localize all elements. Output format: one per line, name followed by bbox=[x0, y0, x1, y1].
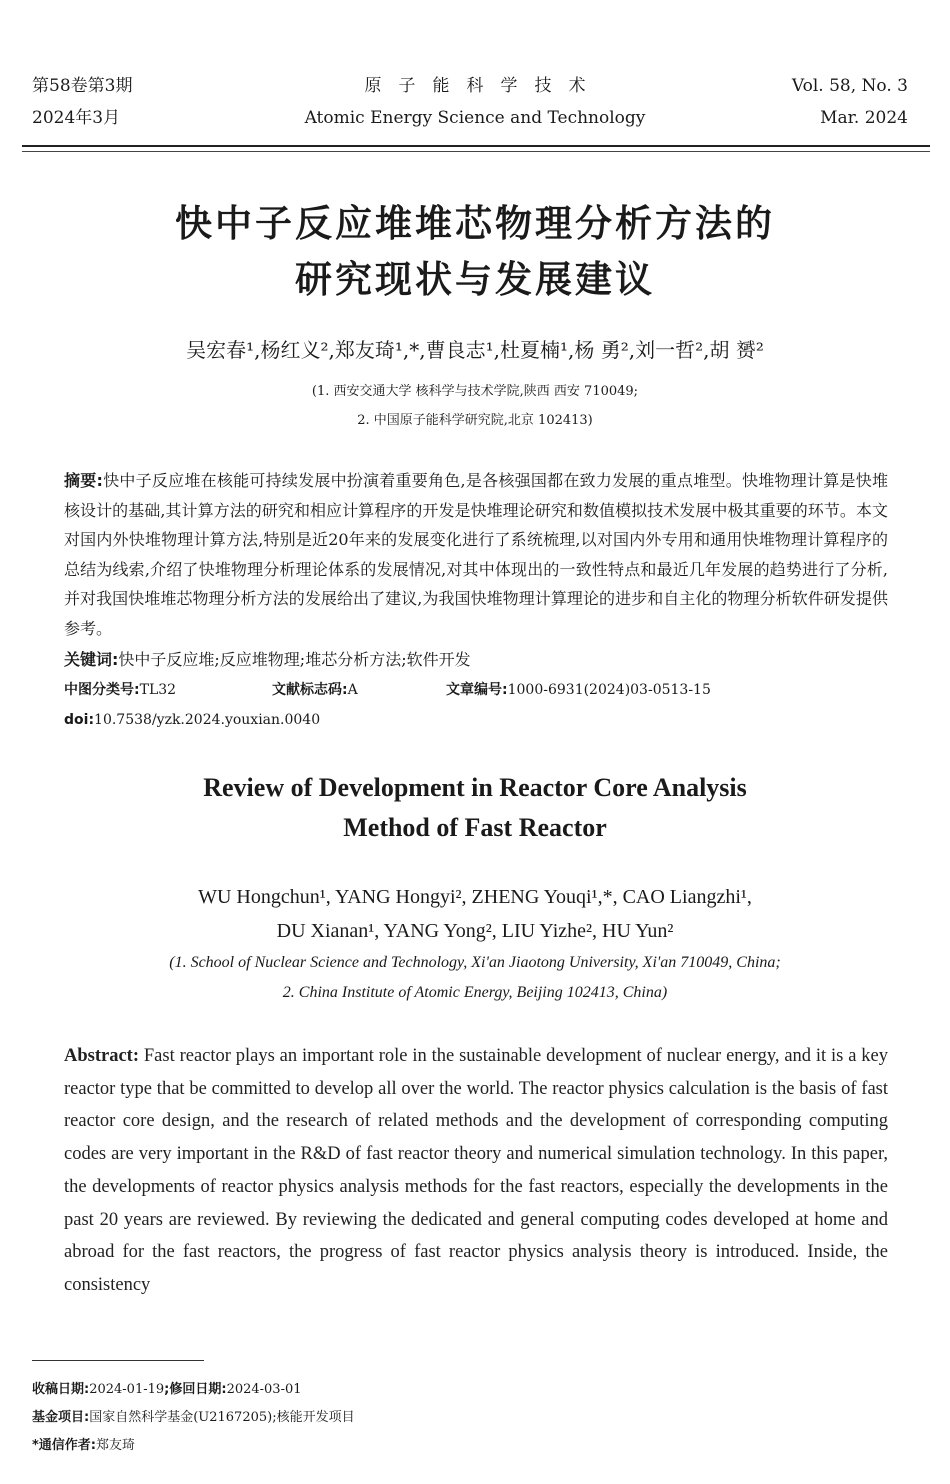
doc-code-label: 文献标志码: bbox=[272, 682, 348, 698]
header-rule-thick bbox=[22, 145, 930, 147]
title-en-line1: Review of Development in Reactor Core Analysis bbox=[203, 773, 747, 802]
authors-en-line1: WU Hongchun¹, YANG Hongyi², ZHENG Youqi¹,*, CAO Liangzhi¹, bbox=[198, 886, 752, 908]
clc-value: TL32 bbox=[139, 682, 177, 698]
fund-value: 国家自然科学基金(U2167205);核能开发项目 bbox=[89, 1410, 355, 1425]
title-cn-line1: 快中子反应堆堆芯物理分析方法的 bbox=[175, 202, 775, 245]
footnote-dates bbox=[32, 1380, 302, 1400]
title-en-line2: Method of Fast Reactor bbox=[343, 813, 607, 842]
header-rule-thin bbox=[22, 151, 930, 152]
keywords-cn bbox=[64, 650, 471, 670]
authors-cn: 吴宏春¹,杨红义²,郑友琦¹,*,曹良志¹,杜夏楠¹,杨 勇²,刘一哲²,胡 赟² bbox=[186, 338, 764, 362]
footnote-fund bbox=[32, 1408, 355, 1428]
abstract-cn-text: 快中子反应堆在核能可持续发展中扮演着重要角色,是各核强国都在致力发展的重点堆型。快堆物理计算是快堆核设计的基础,其计算方法的研究和相应计算程序的开发是快堆理论研究和数值模拟技术发展中极其重要的环节。本文对国内外快堆物理计算方法,特别是近20年来的发展变化进行了系统梳理,以对国内外专用和通用快堆物理计算程序的总结为线索,介绍了快堆物理分析理论体系的发展情况,对其中体现出的一致性特点和最近几年发展的趋势进行了分析,并对我国快堆堆芯物理分析方法的发展给出了建议,为我国快堆物理计算理论的进步和自主化的物理分析软件研发提供参考。 bbox=[64, 471, 888, 638]
journal-name-cn: 原子能科学技术 bbox=[364, 76, 603, 96]
revised-label: ;修回日期: bbox=[164, 1382, 227, 1397]
date-cn: 2024年3月 bbox=[32, 108, 121, 128]
doi bbox=[64, 710, 320, 730]
keywords-text: 快中子反应堆;反应堆物理;堆芯分析方法;软件开发 bbox=[118, 650, 471, 669]
doc-code-value: A bbox=[347, 682, 358, 698]
clc-number bbox=[64, 680, 176, 700]
footnote-corresponding bbox=[32, 1436, 135, 1456]
keywords-label: 关键词: bbox=[64, 650, 119, 669]
volume-en: Vol. 58, No. 3 bbox=[791, 76, 908, 96]
article-number-value: 1000-6931(2024)03-0513-15 bbox=[507, 682, 711, 698]
abstract-cn-label: 摘要: bbox=[64, 471, 103, 490]
corresponding-label: *通信作者: bbox=[32, 1438, 96, 1453]
title-en bbox=[0, 768, 950, 848]
authors-en-line2: DU Xianan¹, YANG Yong², LIU Yizhe², HU Yun² bbox=[276, 920, 674, 942]
abstract-cn bbox=[64, 466, 888, 644]
abstract-en-label: Abstract: bbox=[64, 1046, 140, 1066]
affiliations-cn bbox=[0, 377, 950, 435]
affiliation-cn-2: 2. 中国原子能科学研究院,北京 102413) bbox=[357, 413, 593, 428]
affiliations-en bbox=[0, 948, 950, 1008]
authors-en bbox=[0, 880, 950, 948]
title-cn-line2: 研究现状与发展建议 bbox=[295, 258, 655, 301]
title-cn bbox=[0, 196, 950, 308]
fund-label: 基金项目: bbox=[32, 1410, 90, 1425]
article-number-label: 文章编号: bbox=[446, 682, 508, 698]
received-label: 收稿日期: bbox=[32, 1382, 90, 1397]
clc-label: 中图分类号: bbox=[64, 682, 140, 698]
footnote-rule bbox=[32, 1360, 204, 1361]
affiliation-en-1: (1. School of Nuclear Science and Technology, Xi'an Jiaotong University, Xi'an 710049, China; bbox=[169, 954, 781, 971]
received-value: 2024-01-19 bbox=[89, 1382, 165, 1397]
corresponding-value: 郑友琦 bbox=[96, 1438, 136, 1453]
article-number bbox=[446, 680, 711, 700]
document-code bbox=[272, 680, 358, 700]
volume-cn: 第58卷第3期 bbox=[32, 76, 133, 96]
doi-value: 10.7538/yzk.2024.youxian.0040 bbox=[94, 712, 321, 728]
revised-value: 2024-03-01 bbox=[226, 1382, 302, 1397]
doi-label: doi: bbox=[64, 712, 95, 728]
abstract-en bbox=[64, 1040, 888, 1302]
affiliation-cn-1: (1. 西安交通大学 核科学与技术学院,陕西 西安 710049; bbox=[311, 384, 639, 399]
affiliation-en-2: 2. China Institute of Atomic Energy, Beijing 102413, China) bbox=[282, 984, 668, 1001]
date-en: Mar. 2024 bbox=[820, 108, 908, 128]
header-right bbox=[792, 70, 908, 134]
abstract-en-text: Fast reactor plays an important role in the sustainable development of nuclear energy, and it is a key reactor type that be committed to develop all over the world. The reactor physics calculation is the basis of fast reactor core design, and the research of related methods and the development of corresponding computing codes are very important in the R&D of fast reactor theory and numerical simulation technology. In this paper, the developments of reactor physics analysis methods for the fast reactors, especially the developments in the past 20 years are reviewed. By reviewing the dedicated and general computing codes developed at home and abroad for the fast reactors, the progress of fast reactor physics analysis theory is introduced. Inside, the consistency bbox=[64, 1046, 889, 1295]
journal-name-en: Atomic Energy Science and Technology bbox=[304, 108, 646, 128]
